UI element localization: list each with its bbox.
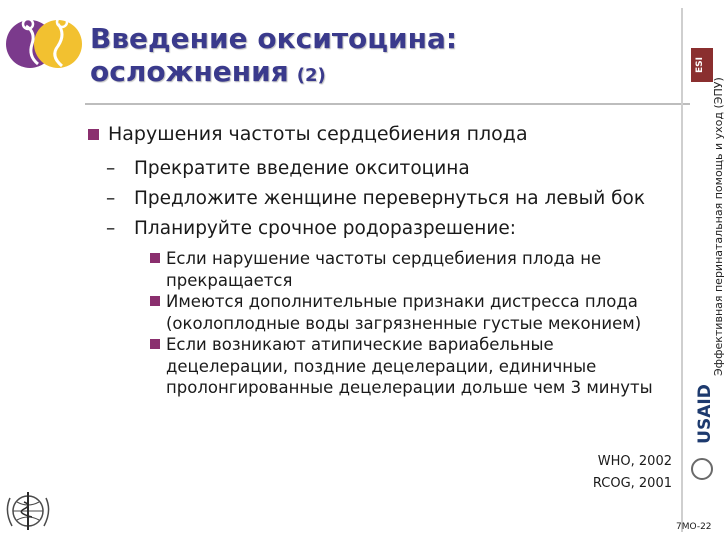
sub-item	[150, 334, 676, 399]
sub-item	[150, 291, 676, 334]
title-suffix: (2)	[296, 65, 326, 86]
square-bullet-icon	[88, 129, 99, 140]
references	[560, 451, 672, 495]
square-bullet-icon	[150, 339, 160, 349]
who-emblem-icon	[4, 488, 52, 534]
sub-item	[150, 248, 676, 291]
side-logo-text: ESI	[695, 57, 705, 73]
title-divider	[85, 103, 690, 105]
square-bullet-icon	[150, 253, 160, 263]
side-logo	[691, 48, 713, 82]
dash-item	[86, 214, 676, 244]
square-bullet-icon	[150, 296, 160, 306]
usaid-seal-icon	[691, 458, 713, 480]
sub-item-text: Если возникают атипические вариабельные децелерации, поздние децелерации, единичные пролонгированные децелерации дольше чем 3 минуты	[166, 335, 653, 397]
title-line-1: Введение окситоцина:	[90, 22, 458, 55]
dash-icon: –	[106, 158, 116, 179]
main-bullet	[86, 120, 676, 148]
dash-icon: –	[106, 218, 116, 239]
main-bullet-text: Нарушения частоты сердцебиения плода	[108, 123, 528, 145]
slide-code: 7MO-22	[676, 522, 712, 532]
dash-item-text: Прекратите введение окситоцина	[134, 158, 470, 179]
reference: RCOG, 2001	[592, 476, 672, 491]
side-vertical-text: Эффективная перинатальная помощь и уход (ЭПУ)	[712, 77, 725, 376]
sub-item-text: Если нарушение частоты сердцебиения плода не прекращается	[166, 249, 602, 290]
reference: WHO, 2002	[597, 454, 672, 469]
usaid-logo-text: USAID	[695, 384, 715, 444]
sub-item-text: Имеются дополнительные признаки дистресса плода (околоплодные воды загрязненные густые меконием)	[166, 292, 642, 333]
usaid-logo	[690, 378, 718, 450]
dash-item-text: Предложите женщине перевернуться на левый бок	[134, 188, 646, 209]
title-line-2-text: осложнения	[90, 55, 289, 88]
dash-item	[86, 184, 676, 214]
side-divider	[681, 8, 683, 532]
slide-content	[86, 120, 676, 399]
dash-icon: –	[106, 188, 116, 209]
dash-item	[86, 154, 676, 184]
slide-title	[90, 22, 457, 92]
program-logo	[4, 8, 86, 80]
title-line-2	[90, 55, 457, 92]
dash-item-text: Планируйте срочное родоразрешение:	[134, 218, 517, 239]
